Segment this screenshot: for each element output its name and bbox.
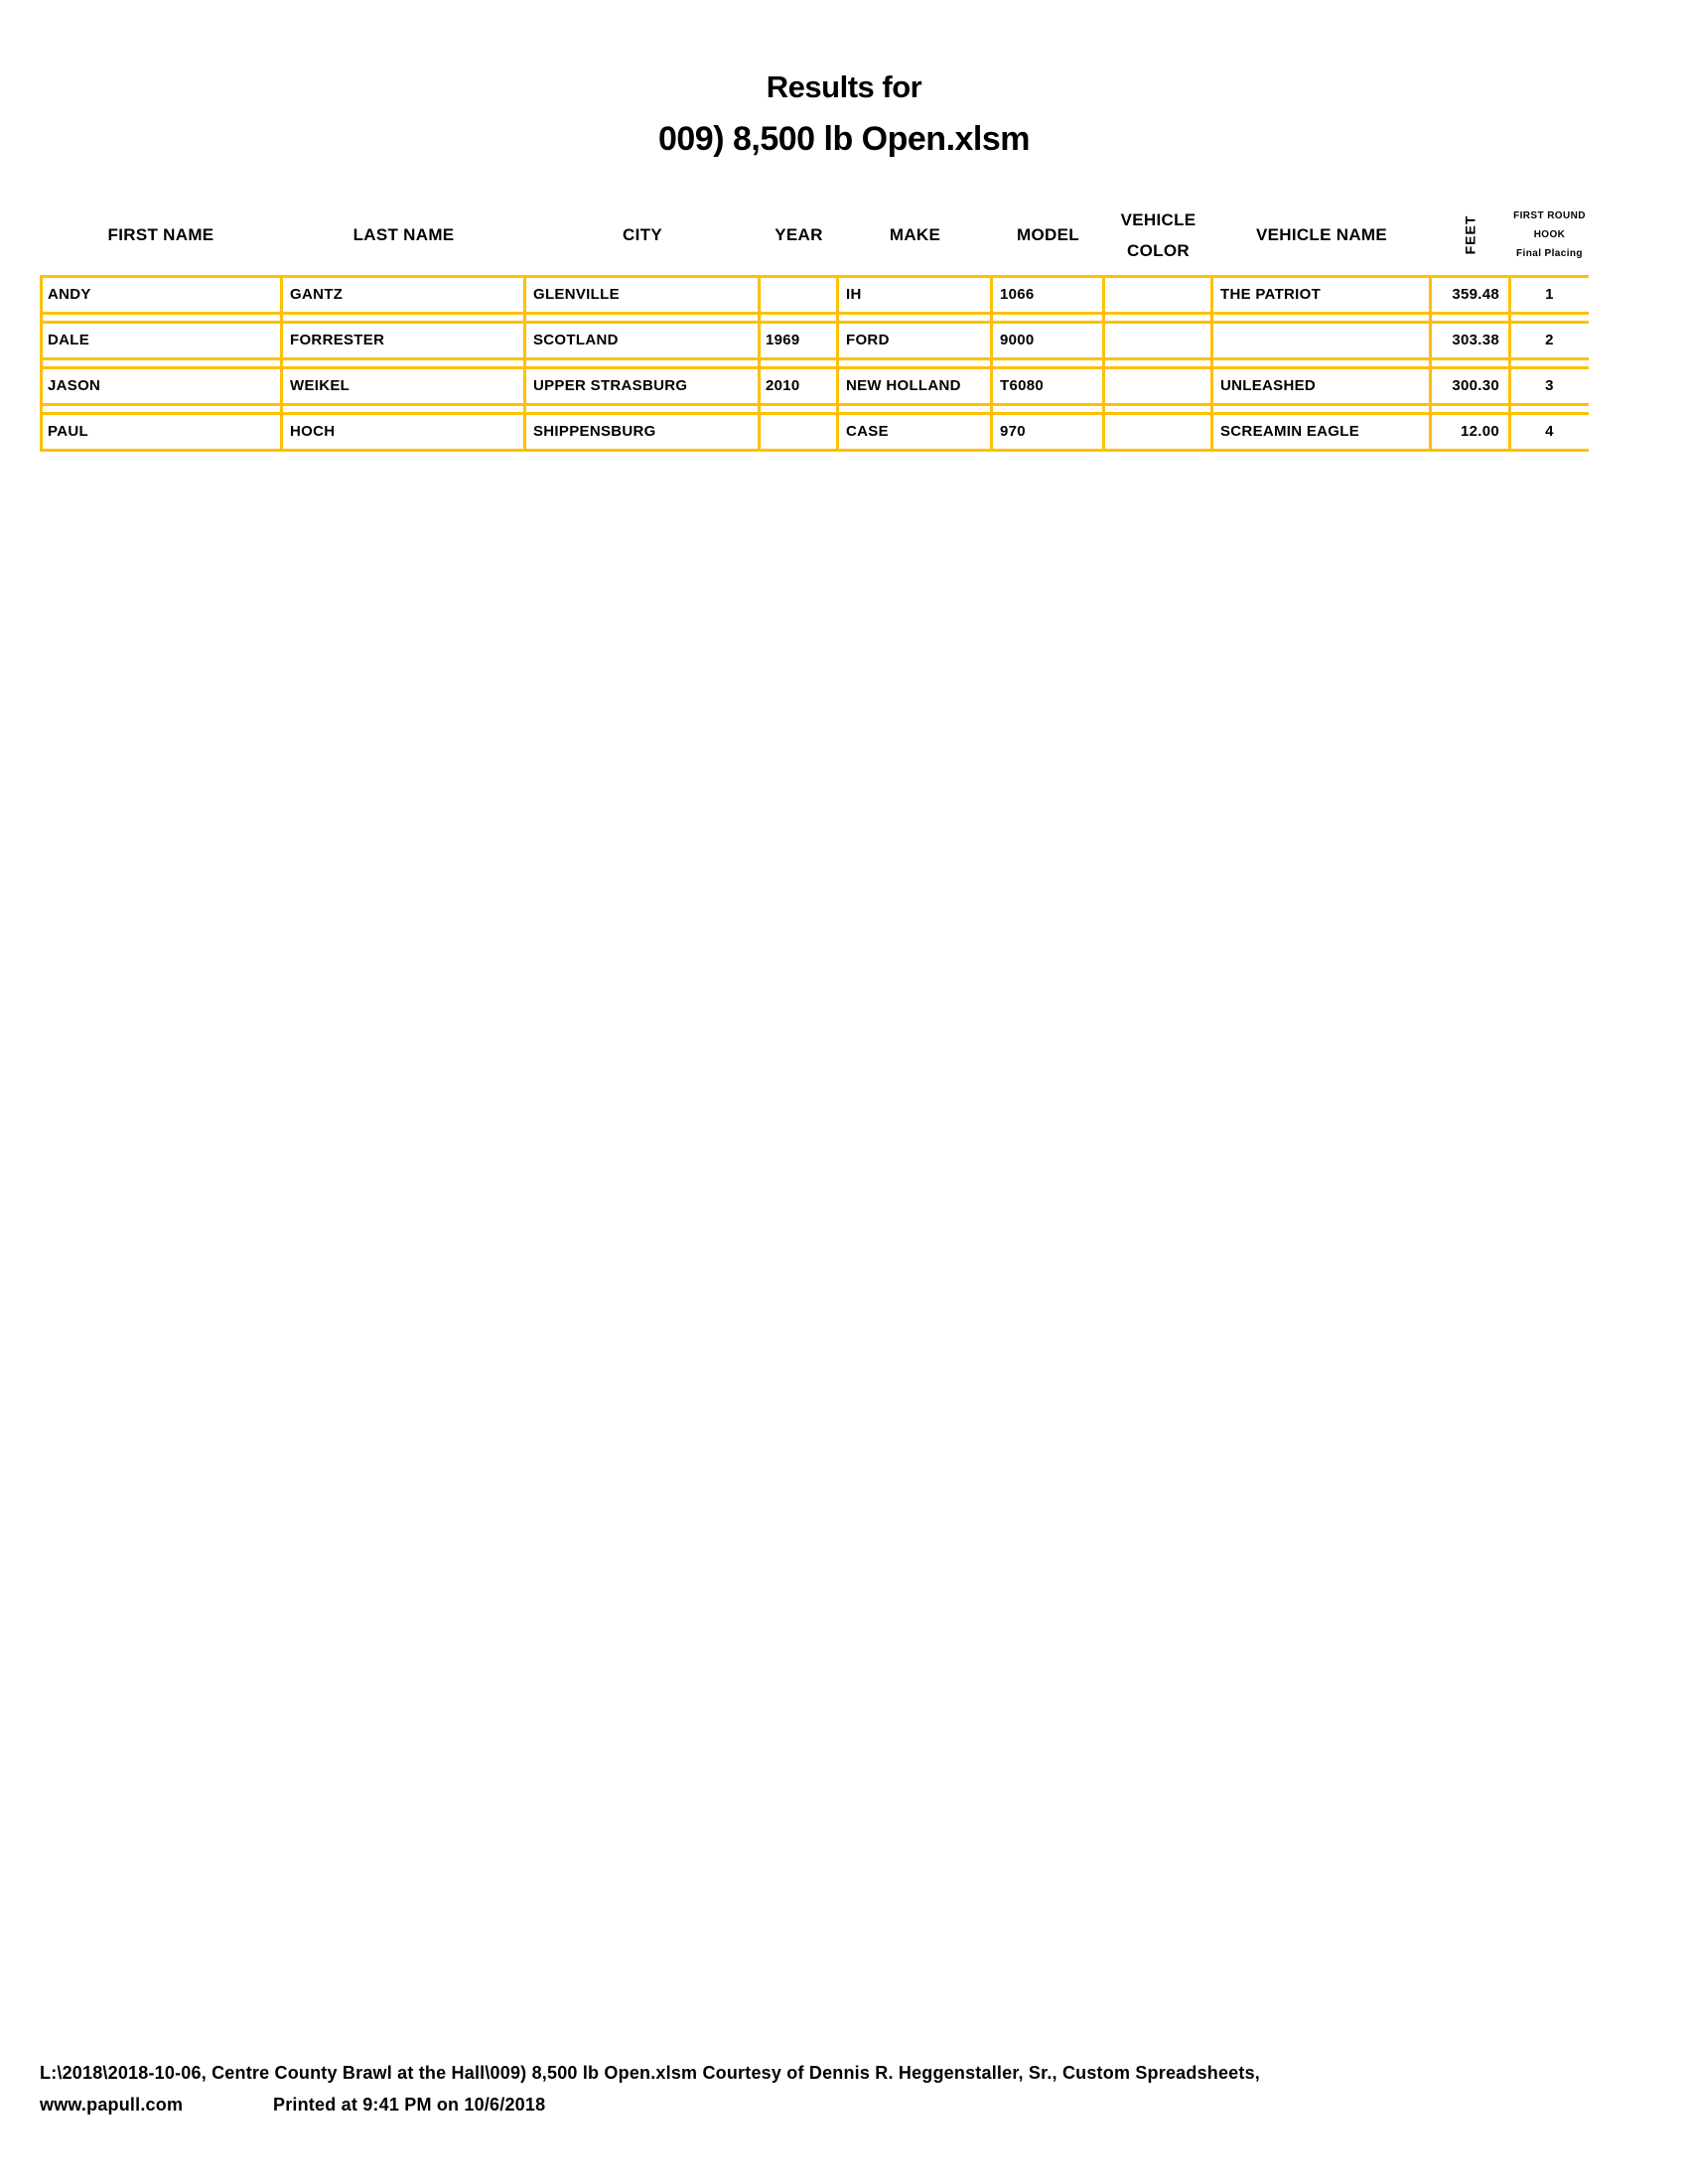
cell-vehicle-name: THE PATRIOT [1220, 286, 1322, 303]
footer-printed-timestamp: Printed at 9:41 PM on 10/6/2018 [273, 2095, 546, 2115]
column-header-year: YEAR [774, 225, 823, 244]
cell-placing: 1 [1545, 286, 1554, 303]
footer-website: www.papull.com [40, 2095, 184, 2115]
column-header-feet-label: FEET [1462, 214, 1478, 255]
cell-first-name: PAUL [48, 423, 88, 440]
column-header-vehicle-name: VEHICLE NAME [1255, 225, 1388, 244]
cell-first-name: JASON [48, 377, 101, 394]
page-footer [40, 2063, 1648, 2116]
cell-placing: 2 [1545, 332, 1554, 348]
cell-feet: 359.48 [1452, 286, 1499, 303]
page-subtitle-filename: 009) 8,500 lb Open.xlsm [657, 120, 1031, 158]
cell-make: NEW HOLLAND [846, 377, 961, 394]
cell-year [760, 415, 838, 449]
table-row [40, 366, 1589, 406]
cell-model: 1066 [1000, 286, 1035, 303]
cell-placing: 3 [1545, 377, 1554, 394]
cell-last-name: FORRESTER [290, 332, 385, 348]
cell-city: GLENVILLE [533, 286, 620, 303]
cell-year [760, 278, 838, 312]
column-header-placing [1510, 199, 1589, 271]
cell-feet: 303.38 [1452, 332, 1499, 348]
cell-make: IH [846, 286, 862, 303]
column-header-last-name: LAST NAME [352, 225, 455, 244]
table-header-row [40, 199, 1589, 271]
cell-vehicle-name [1212, 324, 1431, 357]
page-title-block [0, 69, 1688, 159]
cell-vehicle-name: UNLEASHED [1220, 377, 1317, 394]
cell-model: T6080 [1000, 377, 1045, 394]
column-header-first-name: FIRST NAME [107, 225, 214, 244]
cell-first-name: DALE [48, 332, 90, 348]
cell-year: 2010 [766, 377, 800, 394]
column-header-placing-line1: FIRST ROUND [1513, 210, 1586, 221]
cell-last-name: HOCH [290, 423, 336, 440]
footer-filepath-line: L:\2018\2018-10-06, Centre County Brawl at the Hall\009) 8,500 lb Open.xlsm Courtesy of Dennis R. Heggenstaller, Sr., Custom Spreadsheets, [40, 2063, 1261, 2083]
cell-make: FORD [846, 332, 890, 348]
cell-year: 1969 [766, 332, 800, 348]
cell-vehicle-color [1104, 324, 1212, 357]
column-header-make: MAKE [889, 225, 941, 244]
cell-city: SCOTLAND [533, 332, 619, 348]
page-title: Results for [766, 69, 922, 104]
cell-vehicle-color [1104, 369, 1212, 403]
cell-city: UPPER STRASBURG [533, 377, 688, 394]
cell-model: 970 [1000, 423, 1026, 440]
table-row [40, 412, 1589, 452]
cell-vehicle-color [1104, 415, 1212, 449]
cell-last-name: GANTZ [290, 286, 344, 303]
cell-make: CASE [846, 423, 889, 440]
cell-vehicle-color [1104, 278, 1212, 312]
cell-placing: 4 [1545, 423, 1554, 440]
column-header-placing-line3: Final Placing [1516, 248, 1583, 259]
cell-feet: 12.00 [1460, 423, 1499, 440]
cell-model: 9000 [1000, 332, 1035, 348]
column-header-city: CITY [623, 225, 662, 244]
column-header-model: MODEL [1017, 225, 1079, 244]
cell-feet: 300.30 [1452, 377, 1499, 394]
footer-second-line [40, 2095, 1648, 2116]
sheet-body [40, 275, 1589, 452]
cell-city: SHIPPENSBURG [533, 423, 656, 440]
cell-last-name: WEIKEL [290, 377, 351, 394]
table-row [40, 275, 1589, 315]
column-header-feet [1431, 199, 1510, 271]
column-header-vehicle-color: VEHICLE COLOR [1120, 209, 1196, 260]
column-header-placing-line2: HOOK [1533, 229, 1566, 240]
table-row [40, 321, 1589, 360]
cell-vehicle-name: SCREAMIN EAGLE [1220, 423, 1360, 440]
cell-first-name: ANDY [48, 286, 91, 303]
